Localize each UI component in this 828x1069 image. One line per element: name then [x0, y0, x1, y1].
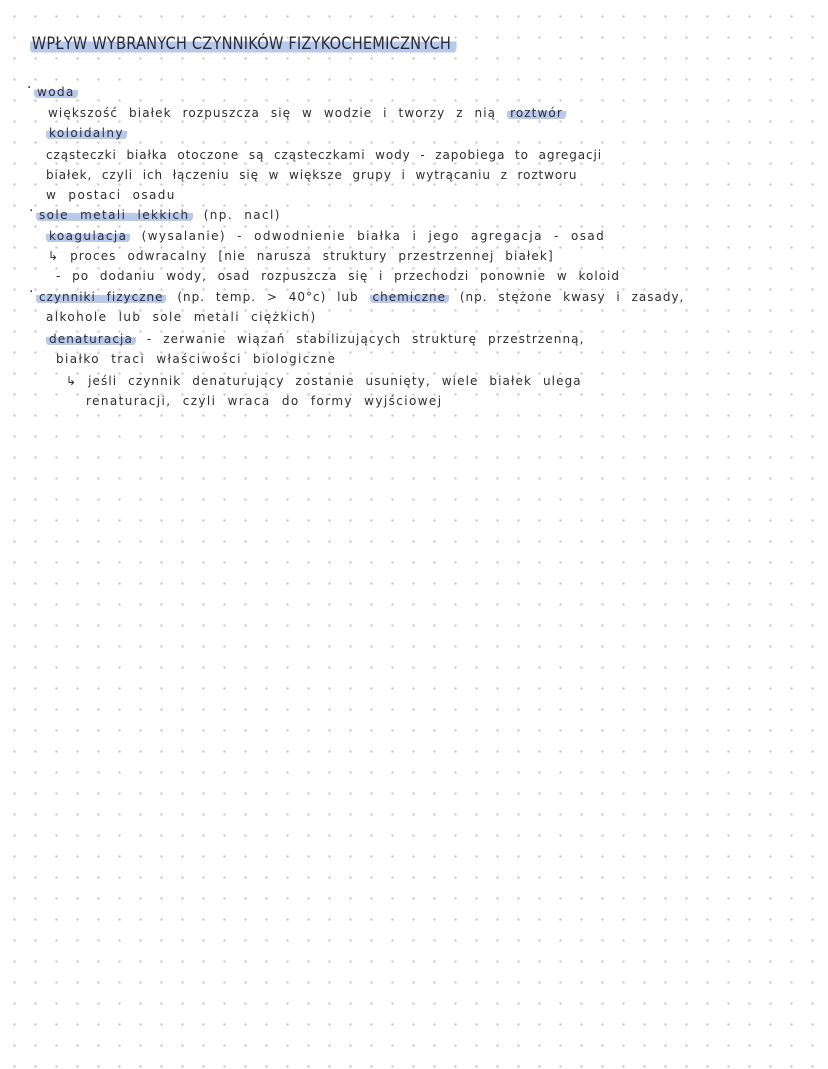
line-9: - po dodaniu wody, osad rozpuszcza się i przechodzi ponownie w koloid: [56, 269, 620, 283]
line-5: w postaci osadu: [46, 188, 176, 202]
line-15: renaturacji, czyli wraca do formy wyjściowej: [86, 394, 443, 408]
line-6-text: (np. nacl): [203, 208, 281, 222]
line-12-text: - zerwanie wiązań stabilizujących strukturę przestrzenną,: [146, 332, 585, 346]
highlight-koloidalny: koloidalny: [46, 126, 127, 140]
line-6: [36, 208, 281, 222]
line-1-text: większość białek rozpuszcza się w wodzie i tworzy z nią: [48, 106, 497, 120]
line-1: [48, 106, 566, 120]
line-10-text: (np. temp. > 40°c) lub: [177, 290, 359, 304]
note-title: [30, 34, 456, 54]
line-7: [46, 229, 605, 243]
line-10-tail: (np. stężone kwasy i zasady,: [459, 290, 685, 304]
highlight-roztwor: roztwór: [507, 106, 566, 120]
line-14: ↳ jeśli czynnik denaturujący zostanie usunięty, wiele białek ulega: [66, 374, 582, 388]
heading-woda: [34, 85, 78, 99]
line-11: alkohole lub sole metali ciężkich): [46, 310, 317, 324]
line-4: białek, czyli ich łączeniu się w większe grupy i wytrącaniu z roztworu: [46, 168, 578, 182]
bullet-dot: ·: [27, 80, 32, 96]
bullet-dot: ·: [29, 203, 34, 219]
line-3: cząsteczki białka otoczone są cząsteczkami wody - zapobiega to agregacji: [46, 148, 602, 162]
title-highlight: WPŁYW WYBRANYCH CZYNNIKÓW FIZYKOCHEMICZNYCH: [30, 34, 456, 54]
line-12: [46, 332, 585, 346]
highlight-chemiczne: chemiczne: [370, 290, 450, 304]
highlight-denaturacja: denaturacja: [46, 332, 136, 346]
highlight-czynniki-fizyczne: czynniki fizyczne: [36, 290, 166, 304]
highlight-sole-metali: sole metali lekkich: [36, 208, 193, 222]
highlight-koagulacja: koagulacja: [46, 229, 130, 243]
line-13: białko traci właściwości biologiczne: [56, 352, 337, 366]
line-2: [46, 126, 127, 140]
highlight-woda: woda: [34, 85, 78, 99]
line-8: ↳ proces odwracalny [nie narusza struktury przestrzennej białek]: [48, 249, 554, 263]
bullet-dot: ·: [29, 284, 34, 300]
line-7-text: (wysalanie) - odwodnienie białka i jego agregacja - osad: [141, 229, 606, 243]
line-10: [36, 290, 684, 304]
